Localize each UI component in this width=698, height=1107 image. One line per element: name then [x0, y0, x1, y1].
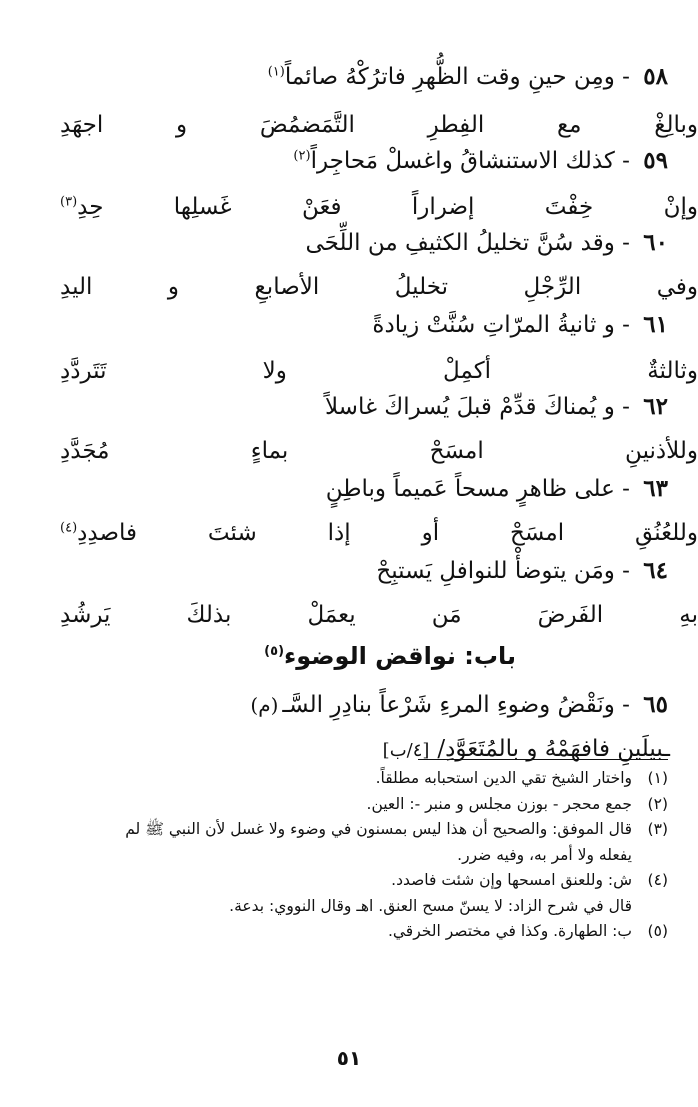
- verse-number: ٦٤: [643, 557, 668, 584]
- verse-61-second-hemistich: وثالثةٌ أكمِلْ ولا تَتَردَّدِ: [60, 358, 698, 384]
- footnote-ref: (٢): [293, 148, 311, 164]
- verse-60-first-hemistich: ٦٠ - وقد سُنَّ تخليلُ الكثيفِ من اللِّحَى: [305, 229, 668, 256]
- footnote-text: جمع محجر - بوزن مجلس و منبر -: العين.: [366, 794, 632, 813]
- verse-number: ٦١: [643, 311, 668, 338]
- footnote-ref: (٥): [264, 644, 285, 659]
- verse-62-first-hemistich: ٦٢ - و يُمناكَ قدِّمْ قبلَ يُسراكَ غاسلاً: [324, 393, 668, 420]
- chapter-heading: باب: نواقض الوضوء$^{(٥)}$: [264, 642, 516, 670]
- footnote-text: ش: وللعنق امسحها وإن شئت فاصدد. قال في شرح الزاد: لا يسنّ مسح العنق. اهـ وقال النووي: بدعة.: [229, 871, 632, 915]
- footnote: [28, 817, 668, 868]
- verse-58-first-hemistich: ٥٨ - ومِن حينِ وقت الظُّهرِ فاترُكْهُ صائماً$^{(١)}$: [267, 63, 668, 90]
- verse-number: ٦٥: [643, 691, 668, 718]
- footnote-number: (٥): [647, 922, 668, 940]
- footnote-separator: [418, 759, 668, 760]
- footnote-number: (٣): [647, 820, 668, 838]
- footnote: [28, 766, 668, 792]
- verse-64-second-hemistich: بهِ الفَرضَ مَن يعمَلْ بذلكَ يَرشُدِ: [60, 602, 698, 628]
- footnote-text: ب: الطهارة. وكذا في مختصر الخرقي.: [387, 922, 632, 940]
- footnote-text: قال الموفق: والصحيح أن هذا ليس بمسنون في وضوء ولا غسل لأن النبي ﷺ لم يفعله ولا أمر به، وفيه ضرر.: [125, 820, 632, 864]
- verse-number: ٦٠: [643, 229, 668, 256]
- verse-60-second-hemistich: وفي الرِّجْلِ تخليلُ الأصابعِ و اليدِ: [60, 274, 698, 300]
- verse-59-first-hemistich: ٥٩ - كذلك الاستنشاقُ واغسلْ مَحاجِراً$^{(٢)}$: [293, 147, 668, 174]
- footnote: [28, 868, 668, 919]
- footnote-number: (٤): [647, 871, 668, 889]
- footnote-number: (١): [647, 769, 668, 787]
- verse-64-first-hemistich: ٦٤ - ومَن يتوضأْ للنوافلِ يَستبِحْ: [376, 557, 668, 584]
- page-number: ٥١: [336, 1046, 362, 1070]
- footnote: [28, 919, 668, 945]
- footnote-ref: (١): [267, 64, 285, 80]
- verse-61-first-hemistich: ٦١ - و ثانيةُ المرّاتِ سُنَّتْ زيادةً: [372, 311, 668, 338]
- verse-65-second-hemistich: ـبيلَينِ فافهَمْهُ و بالمُتَعَوَّدِ/[٤/ب]: [382, 736, 670, 762]
- verse-62-second-hemistich: وللأذنينِ امسَحْ بماءٍ مُجَدَّدِ: [60, 438, 698, 464]
- verse-63-second-hemistich: وللعُنُقِ امسَحْ أو إذا شئتَ فاصدِدِ$^{(٤)}$: [60, 520, 698, 546]
- verse-58-second-hemistich: وبالِغْ مع الفِطرِ التَّمَضمُضَ و اجهَدِ: [60, 112, 698, 138]
- footnote-number: (٢): [647, 794, 668, 813]
- verse-number: ٥٩: [643, 147, 668, 174]
- verse-number: ٥٨: [643, 63, 668, 90]
- footnote-ref: (٤): [60, 520, 78, 536]
- footnotes: [28, 766, 668, 945]
- verse-65-first-hemistich: ٦٥ - ونَقْضُ وضوءِ المرءِ شَرْعاً بنادِرِ السَّـ(م): [250, 691, 668, 718]
- verse-59-second-hemistich: وإنْ خِفْتَ إضراراً فعَنْ غَسلِها حِدِ$^{(٣)}$: [60, 194, 698, 220]
- footnote-ref: (٣): [60, 194, 78, 210]
- verse-63-first-hemistich: ٦٣ - على ظاهرٍ مسحاً عَميماً وباطِنٍ: [325, 475, 668, 502]
- manuscript-marker: (م): [250, 693, 279, 717]
- folio-marker: [٤/ب]: [382, 740, 430, 761]
- footnote: [28, 792, 668, 818]
- verse-number: ٦٣: [643, 475, 668, 502]
- verse-number: ٦٢: [643, 393, 668, 420]
- footnote-text: واختار الشيخ تقي الدين استحبابه مطلقاً.: [375, 769, 632, 787]
